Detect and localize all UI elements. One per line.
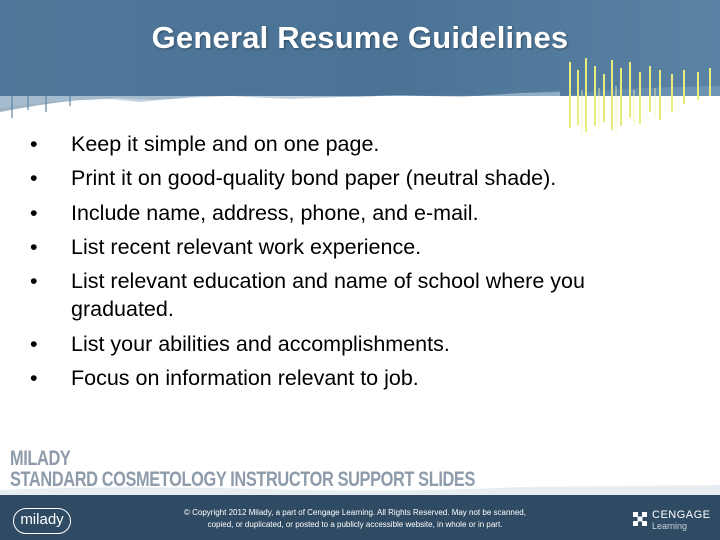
list-item (30, 131, 690, 159)
copyright-line: © Copyright 2012 Milady, a part of Cengage Learning. All Rights Reserved. May not be scanned, (184, 508, 526, 517)
list-item (30, 165, 690, 193)
brand-subtitle: STANDARD COSMETOLOGY INSTRUCTOR SUPPORT SLIDES (10, 468, 476, 491)
guidelines-list (30, 131, 690, 400)
brand-title: MILADY (10, 447, 71, 470)
list-item (30, 234, 690, 262)
page-title: General Resume Guidelines (151, 20, 569, 55)
cengage-subname: Learning (652, 521, 688, 531)
cengage-mark-icon (632, 511, 648, 527)
list-item-text: List your abilities and accomplishments. (71, 332, 450, 357)
header-banner (0, 0, 720, 135)
list-item-text: List recent relevant work experience. (71, 234, 422, 259)
bullet-icon: • (30, 166, 38, 191)
list-item (30, 200, 690, 228)
bullet-icon: • (30, 269, 38, 294)
list-item-text: List relevant education and name of school where you graduated. (71, 269, 585, 321)
milady-logo: milady (13, 508, 71, 534)
bullet-icon: • (30, 332, 38, 357)
list-item (30, 365, 690, 393)
bullet-icon: • (30, 200, 38, 225)
cengage-logo (632, 508, 712, 532)
bullet-icon: • (30, 366, 38, 391)
bullet-icon: • (30, 234, 38, 259)
list-item (30, 268, 690, 323)
list-item-text: Keep it simple and on one page. (71, 132, 380, 156)
bullet-icon: • (30, 132, 38, 156)
list-item-text: Print it on good-quality bond paper (neutral shade). (71, 166, 557, 191)
list-item (30, 331, 690, 359)
cengage-name: CENGAGE (652, 509, 711, 521)
copyright-notice (150, 507, 560, 531)
list-item-text: Include name, address, phone, and e-mail. (71, 200, 479, 225)
copyright-line: copied, or duplicated, or posted to a publicly accessible website, in whole or in part. (207, 520, 503, 529)
list-item-text: Focus on information relevant to job. (71, 366, 419, 391)
